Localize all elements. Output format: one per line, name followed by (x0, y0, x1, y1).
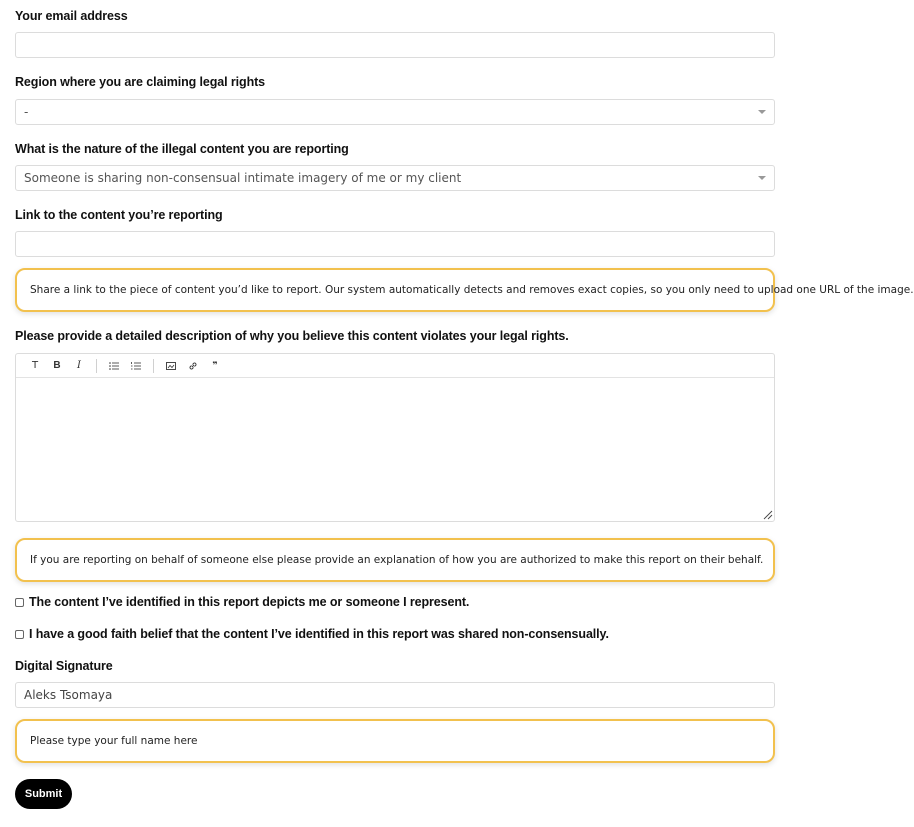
description-editor[interactable] (15, 353, 775, 522)
numbered-list-icon (131, 362, 141, 370)
chevron-down-icon (758, 110, 766, 114)
link-field[interactable] (15, 231, 775, 257)
editor-text-area[interactable] (16, 378, 774, 521)
description-hint: If you are reporting on behalf of someone else please provide an explanation of how you are authorized to make this report on their behalf. (15, 538, 775, 582)
good-faith-checkbox-label: I have a good faith belief that the content I’ve identified in this report was shared non-consensually. (29, 627, 609, 641)
depicts-checkbox-label: The content I’ve identified in this report depicts me or someone I represent. (29, 595, 470, 609)
signature-hint: Please type your full name here (15, 719, 775, 763)
depicts-checkbox[interactable] (15, 598, 24, 607)
checkbox-row-depicts[interactable] (15, 595, 469, 609)
nature-selected-value: Someone is sharing non-consensual intimate imagery of me or my client (24, 171, 462, 185)
description-label: Please provide a detailed description of why you believe this content violates your legal rights. (15, 329, 569, 343)
submit-button[interactable]: Submit (15, 779, 72, 809)
good-faith-checkbox[interactable] (15, 630, 24, 639)
heading-button[interactable]: T (31, 360, 39, 371)
region-select[interactable] (15, 99, 775, 125)
quote-icon: ❞ (212, 360, 218, 370)
bulleted-list-button[interactable] (103, 356, 125, 376)
region-selected-value: - (24, 105, 29, 119)
editor-toolbar (16, 354, 774, 378)
toolbar-divider (153, 359, 154, 373)
image-button[interactable] (160, 356, 182, 376)
bold-button[interactable]: B (53, 360, 61, 371)
numbered-list-button[interactable] (125, 356, 147, 376)
chevron-down-icon (758, 176, 766, 180)
email-field[interactable] (15, 32, 775, 58)
region-label: Region where you are claiming legal rights (15, 75, 266, 89)
link-button[interactable] (182, 356, 204, 376)
quote-button[interactable] (204, 356, 226, 376)
link-icon (188, 361, 198, 371)
link-hint: Share a link to the piece of content you’d like to report. Our system automatically detects and removes exact copies, so you only need to upload one URL of the image. (15, 268, 775, 312)
email-label: Your email address (15, 9, 128, 23)
resize-handle-icon[interactable] (763, 510, 772, 519)
image-icon (166, 362, 176, 370)
italic-button[interactable]: I (77, 360, 81, 371)
checkbox-row-good-faith[interactable] (15, 627, 609, 641)
signature-field[interactable]: Aleks Tsomaya (15, 682, 775, 708)
toolbar-divider (96, 359, 97, 373)
signature-label: Digital Signature (15, 659, 113, 673)
link-label: Link to the content you’re reporting (15, 208, 223, 222)
bulleted-list-icon (109, 362, 119, 370)
nature-label: What is the nature of the illegal content you are reporting (15, 142, 349, 156)
nature-select[interactable] (15, 165, 775, 191)
